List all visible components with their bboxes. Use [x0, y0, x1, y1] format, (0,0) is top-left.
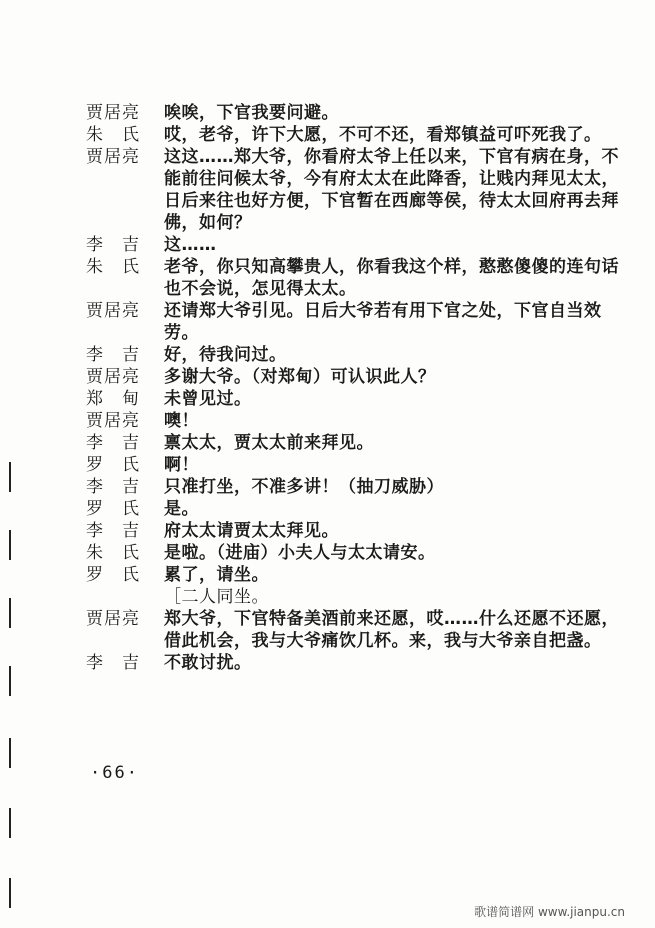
dialogue-text: 这这……郑大爷，你看府太爷上任以来，下官有病在身，不能前往问候太爷，今有府太太在此降香，让贱内拜见太太，日后来往也好方便，下官暂在西廊等侯，待太太回府再去拜佛，如何？ [164, 147, 619, 233]
dialogue-text: 啊！ [164, 455, 199, 475]
dialogue-text: 府太太请贾太太拜见。 [164, 521, 339, 541]
speaker-name: 贾居亮 [86, 367, 140, 387]
dialogue-line [86, 410, 626, 432]
dialogue-line [86, 432, 626, 454]
dialogue-text: 噢！ [164, 411, 199, 431]
speaker-name: 朱 氏 [86, 125, 140, 145]
binding-mark [9, 808, 11, 838]
speaker-name: 李 吉 [86, 235, 140, 255]
speaker-name: 李 吉 [86, 433, 140, 453]
dialogue-line [86, 476, 626, 498]
dialogue-text: 还请郑大爷引见。日后大爷若有用下官之处，下官自当效劳。 [164, 301, 602, 343]
watermark: 歌谱简谱网 www.jianpu.cn [474, 905, 625, 919]
dialogue-line [86, 454, 626, 476]
dialogue-line [86, 234, 626, 256]
dialogue-text: 多谢大爷。（对郑甸）可认识此人？ [164, 367, 436, 387]
speaker-name: 贾居亮 [86, 609, 140, 629]
speaker-name: 罗 氏 [86, 499, 140, 519]
dialogue-line [86, 300, 626, 344]
dialogue-line [86, 564, 626, 586]
dialogue-text: 是啦。（进庙）小夫人与太太请安。 [164, 543, 436, 563]
dialogue-text: 郑大爷，下官特备美酒前来还愿，哎……什么还愿不还愿，借此机会，我与大爷痛饮几杯。来，我与大爷亲自把盏。 [164, 609, 619, 651]
dialogue-line [86, 344, 626, 366]
dialogue-line [86, 608, 626, 652]
dialogue-text: 好，待我问过。 [164, 345, 287, 365]
dialogue-line [86, 124, 626, 146]
stage-direction: ［二人同坐。 [164, 587, 269, 607]
page-number: ·66· [90, 763, 139, 783]
speaker-name: 贾居亮 [86, 301, 140, 321]
dialogue-line [86, 102, 626, 124]
dialogue-line [86, 146, 626, 234]
binding-mark [9, 738, 11, 768]
dialogue-line [86, 498, 626, 520]
speaker-name: 贾居亮 [86, 147, 140, 167]
speaker-name: 李 吉 [86, 653, 140, 673]
speaker-name: 朱 氏 [86, 543, 140, 563]
speaker-name: 贾居亮 [86, 103, 140, 123]
binding-mark [9, 598, 11, 628]
dialogue-text: 累了，请坐。 [164, 565, 269, 585]
speaker-name: 罗 氏 [86, 455, 140, 475]
speaker-name: 郑 甸 [86, 389, 140, 409]
dialogue-line [86, 542, 626, 564]
script-body [86, 102, 626, 674]
dialogue-line [86, 366, 626, 388]
dialogue-text: 这…… [164, 235, 217, 255]
speaker-name: 李 吉 [86, 345, 140, 365]
speaker-name: 李 吉 [86, 521, 140, 541]
speaker-name: 贾居亮 [86, 411, 140, 431]
dialogue-text: 不敢讨扰。 [164, 653, 252, 673]
binding-mark [9, 530, 11, 560]
speaker-name: 李 吉 [86, 477, 140, 497]
dialogue-text: 只准打坐，不准多讲！（抽刀威胁） [164, 477, 444, 497]
binding-mark [9, 878, 11, 908]
dialogue-line [86, 652, 626, 674]
dialogue-text: 禀太太，贾太太前来拜见。 [164, 433, 374, 453]
dialogue-line [86, 256, 626, 300]
binding-mark [9, 666, 11, 696]
dialogue-text: 老爷，你只知高攀贵人，你看我这个样，憨憨傻傻的连句话也不会说，怎见得太太。 [164, 257, 619, 299]
binding-mark [9, 462, 11, 492]
dialogue-text: 是。 [164, 499, 199, 519]
dialogue-line [86, 520, 626, 542]
dialogue-text: 哎，老爷，许下大愿，不可不还，看郑镇益可吓死我了。 [164, 125, 602, 145]
dialogue-text: 未曾见过。 [164, 389, 252, 409]
dialogue-text: 唉唉，下官我要问避。 [164, 103, 339, 123]
dialogue-line [86, 388, 626, 410]
speaker-name: 朱 氏 [86, 257, 140, 277]
speaker-name: 罗 氏 [86, 565, 140, 585]
